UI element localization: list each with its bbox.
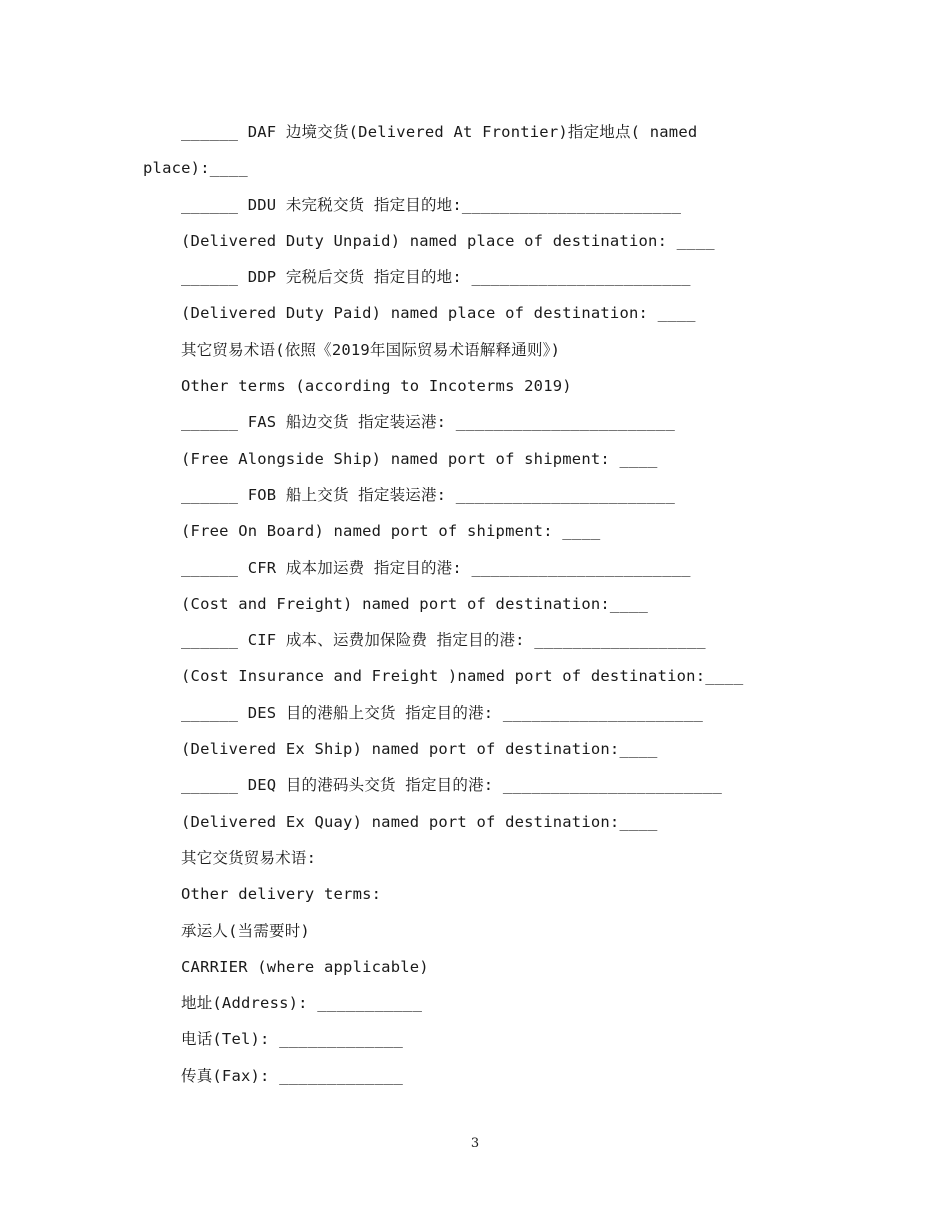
term-ddp-english: (Delivered Duty Paid) named place of destination: ____ xyxy=(181,304,696,323)
term-daf-continuation: place):____ xyxy=(143,159,248,178)
term-deq-english: (Delivered Ex Quay) named port of destination:____ xyxy=(181,812,658,831)
carrier-address-field: 地址(Address): ___________ xyxy=(181,994,423,1013)
term-des-line: ______ DES 目的港船上交货 指定目的港: _____________________ xyxy=(181,703,704,722)
carrier-tel-field: 电话(Tel): _____________ xyxy=(181,1030,404,1049)
term-fob-english: (Free On Board) named port of shipment: ____ xyxy=(181,522,601,541)
other-terms-heading-cn: 其它贸易术语(依照《2019年国际贸易术语解释通则》) xyxy=(181,340,561,359)
page-number: 3 xyxy=(470,1136,480,1151)
term-ddu-line: ______ DDU 未完税交货 指定目的地:_______________________ xyxy=(181,195,682,214)
term-daf-line: ______ DAF 边境交货(Delivered At Frontier)指定地点( named xyxy=(181,123,698,141)
carrier-fax-field: 传真(Fax): _____________ xyxy=(181,1066,404,1085)
term-cif-english: (Cost Insurance and Freight )named port of destination:____ xyxy=(181,667,744,686)
other-delivery-terms-en: Other delivery terms: xyxy=(181,885,382,904)
other-delivery-terms-cn: 其它交货贸易术语: xyxy=(181,848,317,867)
term-ddu-english: (Delivered Duty Unpaid) named place of destination: ____ xyxy=(181,231,715,250)
term-des-english: (Delivered Ex Ship) named port of destination:____ xyxy=(181,740,658,759)
term-cfr-line: ______ CFR 成本加运费 指定目的港: _______________________ xyxy=(181,558,691,577)
carrier-heading-en: CARRIER (where applicable) xyxy=(181,957,429,976)
term-fas-line: ______ FAS 船边交货 指定装运港: _______________________ xyxy=(181,413,675,432)
other-terms-heading-en: Other terms (according to Incoterms 2019) xyxy=(181,377,572,396)
term-fas-english: (Free Alongside Ship) named port of shipment: ____ xyxy=(181,449,658,468)
carrier-heading-cn: 承运人(当需要时) xyxy=(181,921,310,940)
term-ddp-line: ______ DDP 完税后交货 指定目的地: _______________________ xyxy=(181,268,691,287)
term-fob-line: ______ FOB 船上交货 指定装运港: _______________________ xyxy=(181,485,675,504)
term-cif-line: ______ CIF 成本、运费加保险费 指定目的港: __________________ xyxy=(181,631,706,650)
term-deq-line: ______ DEQ 目的港码头交货 指定目的港: _______________________ xyxy=(181,776,723,795)
document-body xyxy=(143,114,783,1094)
term-cfr-english: (Cost and Freight) named port of destination:____ xyxy=(181,594,649,613)
